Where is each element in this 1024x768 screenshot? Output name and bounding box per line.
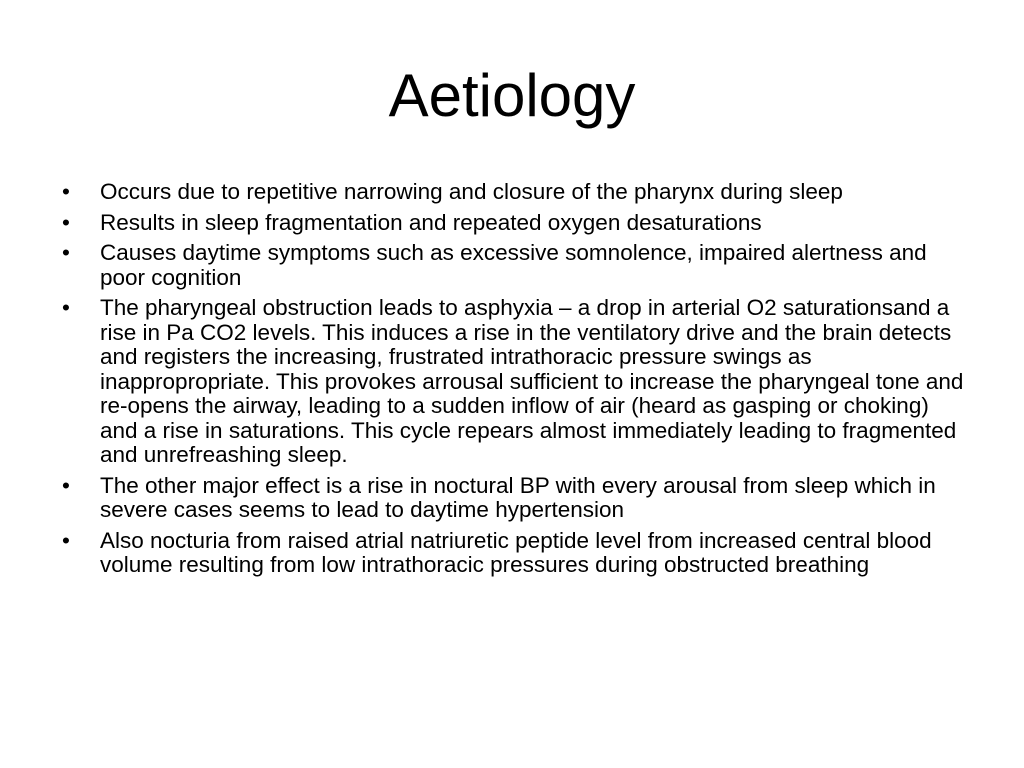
slide-title: Aetiology: [388, 62, 636, 129]
bullet-icon: •: [62, 527, 70, 553]
bullet-text: Also nocturia from raised atrial natriuretic peptide level from increased central blood volume resulting from low intrathoracic pressures during obstructed breathing: [100, 527, 932, 577]
bullet-item: [62, 474, 972, 523]
bullet-text: The pharyngeal obstruction leads to asphyxia – a drop in arterial O2 saturationsand a rise in Pa CO2 levels. This induces a rise in the ventilatory drive and the brain detects and registers the increasing, frustrated intrathoracic pressure swings as inappropropriate. This provokes arrousal sufficient to increase the pharyngeal tone and re-opens the airway, leading to a sudden inflow of air (heard as gasping or choking) and a rise in saturations. This cycle repears almost immediately leading to fragmented and unrefreashing sleep.: [100, 295, 964, 467]
bullet-item: [62, 211, 972, 236]
bullet-text: Occurs due to repetitive narrowing and closure of the pharynx during sleep: [100, 179, 843, 204]
bullet-text: Causes daytime symptoms such as excessive somnolence, impaired alertness and poor cognition: [100, 240, 927, 290]
bullet-item: [62, 180, 972, 205]
bullet-icon: •: [62, 295, 70, 320]
bullet-list: [62, 180, 972, 584]
bullet-icon: •: [62, 240, 70, 265]
bullet-icon: •: [62, 209, 70, 235]
bullet-text: Results in sleep fragmentation and repeated oxygen desaturations: [100, 209, 762, 235]
bullet-item: [62, 296, 972, 468]
bullet-icon: •: [62, 472, 70, 498]
bullet-item: [62, 241, 972, 290]
bullet-icon: •: [62, 179, 70, 204]
bullet-text: The other major effect is a rise in noctural BP with every arousal from sleep which in severe cases seems to lead to daytime hypertension: [100, 472, 936, 522]
bullet-item: [62, 529, 972, 578]
